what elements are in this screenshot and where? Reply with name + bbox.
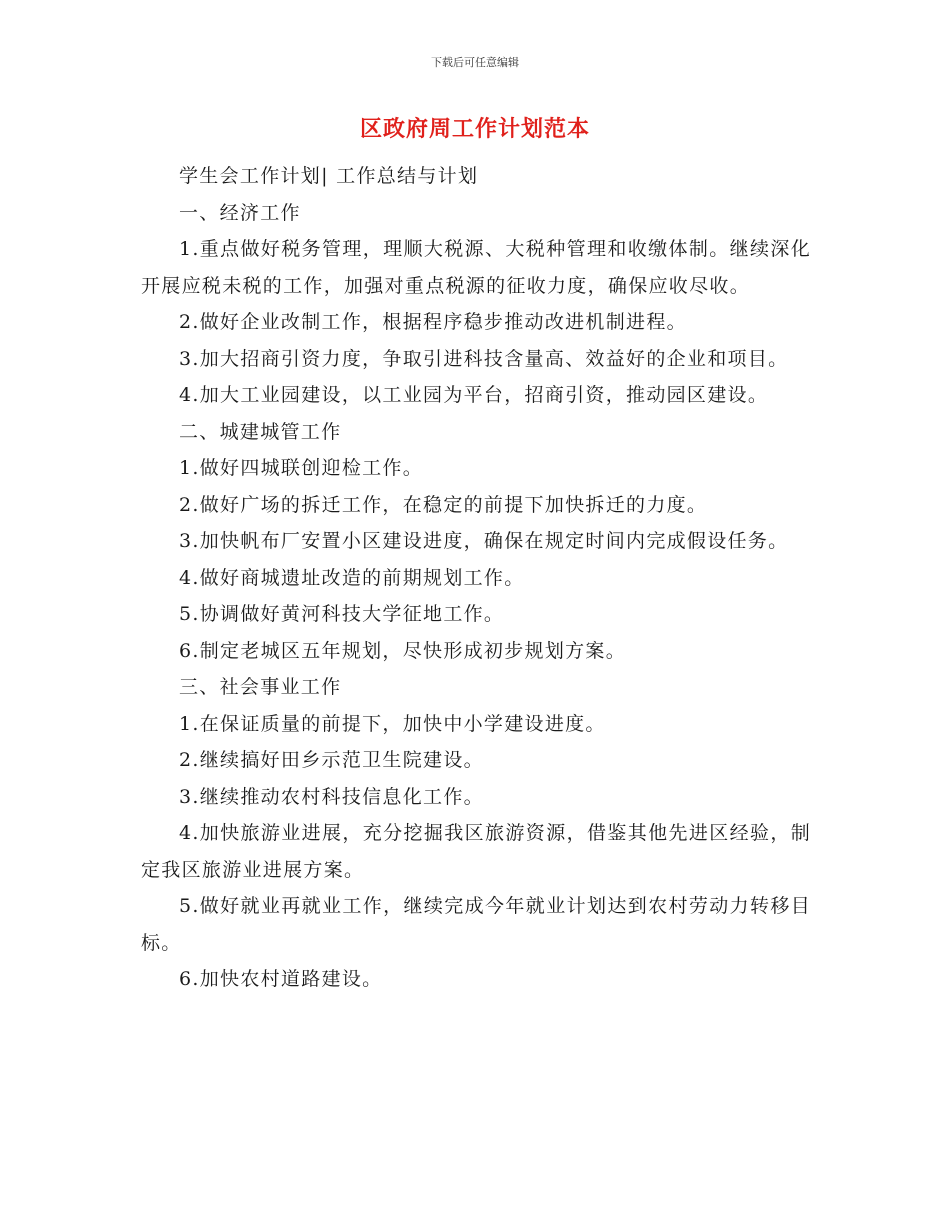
paragraph: 1.做好四城联创迎检工作。 <box>179 457 424 479</box>
document-title: 区政府周工作计划范本 <box>359 117 590 142</box>
paragraph: 5.做好就业再就业工作，继续完成今年就业计划达到农村劳动力转移目标。 <box>141 895 811 954</box>
paragraph: 4.做好商城遗址改造的前期规划工作。 <box>179 566 525 589</box>
paragraph: 2.做好广场的拆迁工作，在稳定的前提下加快拆迁的力度。 <box>179 493 708 516</box>
paragraph: 1.在保证质量的前提下，加快中小学建设进度。 <box>179 712 606 735</box>
paragraph: 3.继续推动农村科技信息化工作。 <box>179 785 484 808</box>
header-note: 下载后可任意编辑 <box>431 56 519 69</box>
paragraph: 5.协调做好黄河科技大学征地工作。 <box>179 603 505 625</box>
paragraph: 2.继续搞好田乡示范卫生院建设。 <box>179 749 484 771</box>
paragraph: 3.加大招商引资力度，争取引进科技含量高、效益好的企业和项目。 <box>179 347 789 370</box>
paragraph-subtitle: 学生会工作计划| 工作总结与计划 <box>179 165 479 187</box>
section-heading-social: 三、社会事业工作 <box>179 676 342 698</box>
paragraph: 3.加快帆布厂安置小区建设进度，确保在规定时间内完成假设任务。 <box>179 530 789 552</box>
paragraph: 1.重点做好税务管理，理顺大税源、大税种管理和收缴体制。继续深化开展应税未税的工作，加强对重点税源的征收力度，确保应收尽收。 <box>141 238 811 297</box>
section-heading-urban: 二、城建城管工作 <box>179 420 342 443</box>
document-body <box>141 158 811 998</box>
paragraph: 6.制定老城区五年规划，尽快形成初步规划方案。 <box>179 639 627 662</box>
paragraph: 4.加快旅游业进展，充分挖掘我区旅游资源，借鉴其他先进区经验，制定我区旅游业进展方案。 <box>141 822 811 881</box>
paragraph: 6.加快农村道路建设。 <box>179 968 383 990</box>
paragraph: 4.加大工业园建设，以工业园为平台，招商引资，推动园区建设。 <box>179 384 769 406</box>
paragraph: 2.做好企业改制工作，根据程序稳步推动改进机制进程。 <box>179 311 687 333</box>
section-heading-economy: 一、经济工作 <box>179 201 301 224</box>
